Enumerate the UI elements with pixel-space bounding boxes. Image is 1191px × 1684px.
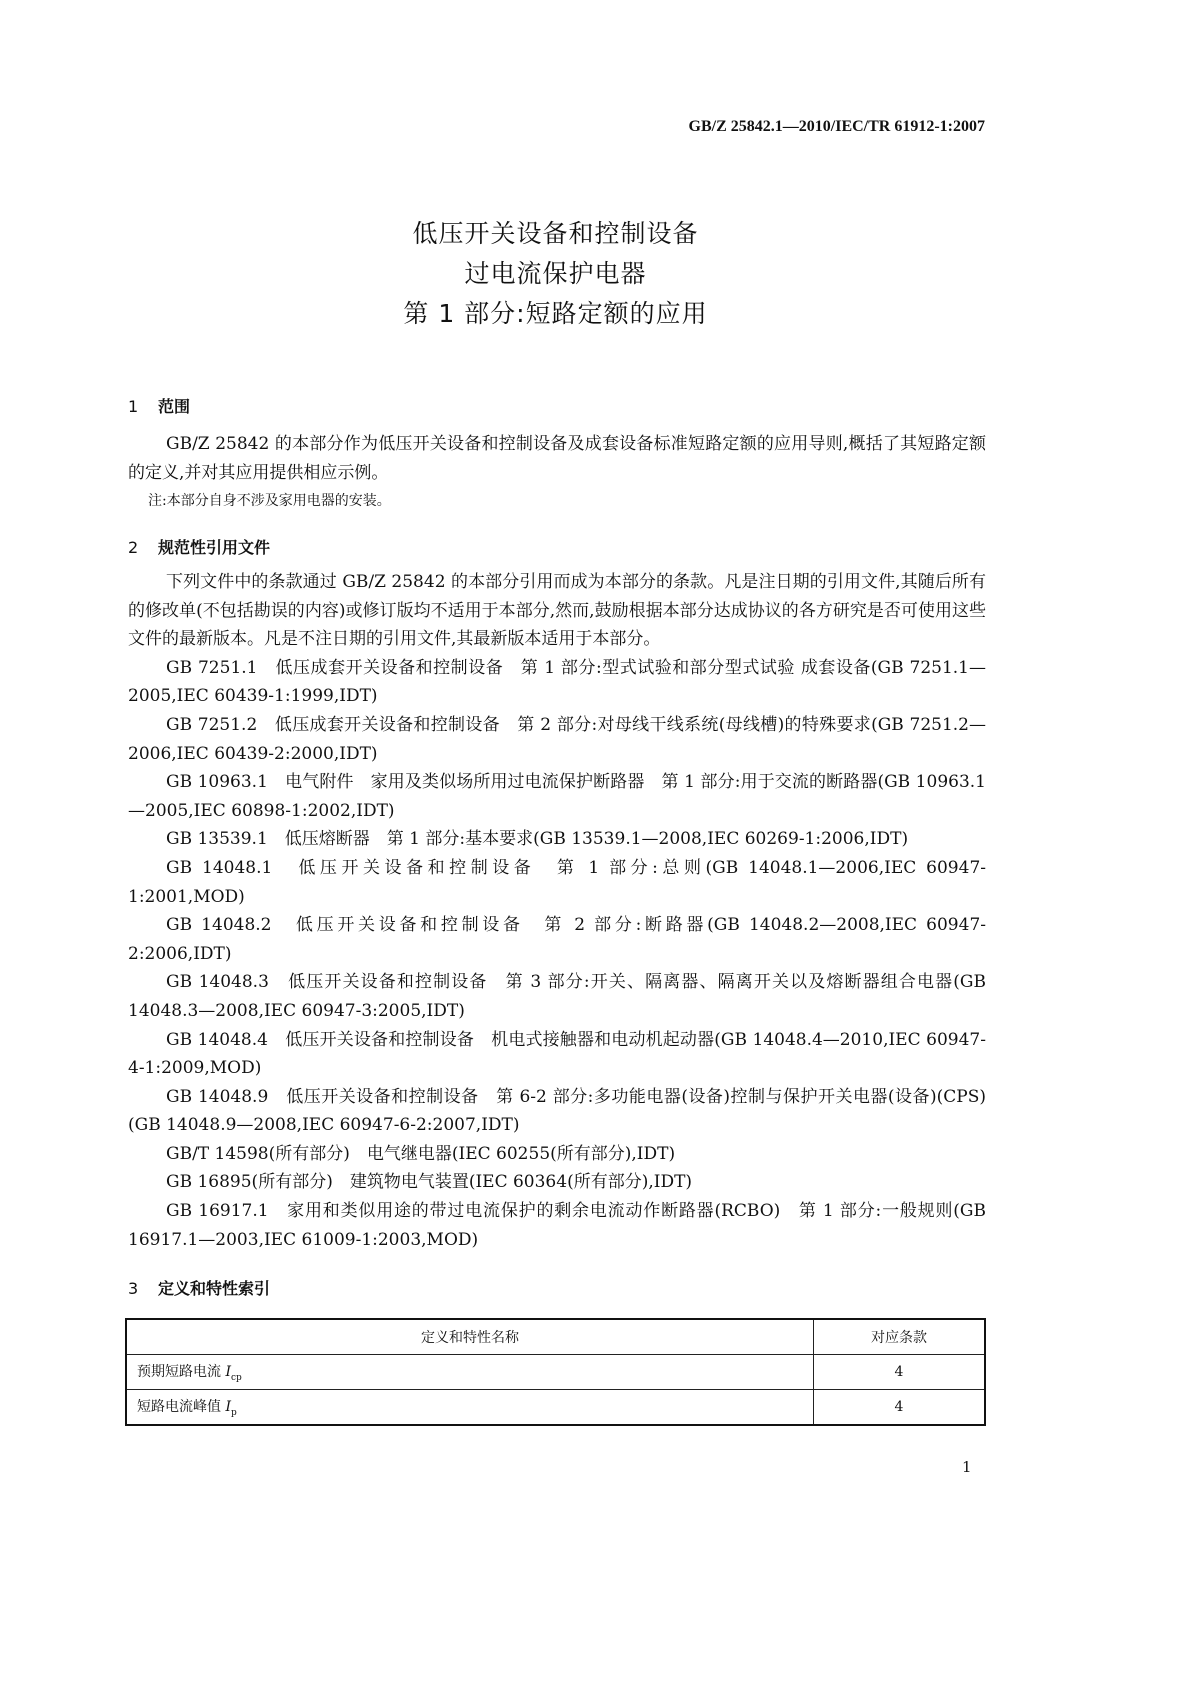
standard-number: GB/Z 25842.1—2010/IEC/TR 61912-1:2007: [688, 118, 985, 135]
cell-clause: 4: [814, 1390, 986, 1426]
table-row: [126, 1390, 985, 1426]
reference-item: GB 14048.1 低压开关设备和控制设备 第 1 部分:总则(GB 14048.1—2006,IEC 60947-1:2001,MOD): [128, 857, 986, 907]
reference-item: GB 7251.1 低压成套开关设备和控制设备 第 1 部分:型式试验和部分型式试验 成套设备(GB 7251.1—2005,IEC 60439-1:1999,IDT): [128, 657, 986, 707]
reference-item: GB 14048.3 低压开关设备和控制设备 第 3 部分:开关、隔离器、隔离开关以及熔断器组合电器(GB 14048.3—2008,IEC 60947-3:2005,IDT): [128, 972, 986, 1021]
reference-item: GB 7251.2 低压成套开关设备和控制设备 第 2 部分:对母线干线系统(母线槽)的特殊要求(GB 7251.2—2006,IEC 60439-2:2000,IDT): [128, 714, 986, 764]
definitions-table: [125, 1318, 986, 1426]
section-heading-1: 1 范围: [128, 397, 191, 416]
paragraph: 下列文件中的条款通过 GB/Z 25842 的本部分引用而成为本部分的条款。凡是注日期的引用文件,其随后所有的修改单(不包括勘误的内容)或修订版均不适用于本部分,然而,鼓励根据本部分达成协议的各方研究是否可使用这些文件的最新版本。凡是不注日期的引用文件,其最新版本适用于本部分。: [128, 572, 986, 650]
reference-item: GB 13539.1 低压熔断器 第 1 部分:基本要求(GB 13539.1—2008,IEC 60269-1:2006,IDT): [166, 829, 909, 850]
cell-name: 预期短路电流 $I_{cp}$: [126, 1355, 814, 1390]
table-row: [126, 1355, 985, 1390]
section-2-body: [128, 568, 986, 1254]
reference-item: GB 14048.2 低压开关设备和控制设备 第 2 部分:断路器(GB 14048.2—2008,IEC 60947-2:2006,IDT): [128, 915, 986, 964]
reference-item: GB 14048.4 低压开关设备和控制设备 机电式接触器和电动机起动器(GB 14048.4—2010,IEC 60947-4-1:2009,MOD): [128, 1029, 986, 1079]
page-number: 1: [962, 1458, 972, 1476]
column-header: 定义和特性名称: [126, 1319, 814, 1355]
paragraph: GB/Z 25842 的本部分作为低压开关设备和控制设备及成套设备标准短路定额的应用导则,概括了其短路定额的定义,并对其应用提供相应示例。: [128, 434, 986, 483]
table-header-row: [126, 1319, 985, 1355]
section-heading-2: 2 规范性引用文件: [128, 538, 271, 557]
note: 注:本部分自身不涉及家用电器的安装。: [148, 493, 391, 510]
title-line-3: 第 1 部分:短路定额的应用: [403, 299, 708, 328]
reference-item: GB 16895(所有部分) 建筑物电气装置(IEC 60364(所有部分),IDT): [166, 1172, 693, 1193]
section-heading-3: 3 定义和特性索引: [128, 1279, 271, 1298]
title-line-2: 过电流保护电器: [464, 259, 647, 288]
title-line-1: 低压开关设备和控制设备: [412, 219, 699, 248]
cell-clause: 4: [814, 1355, 986, 1390]
reference-item: GB 16917.1 家用和类似用途的带过电流保护的剩余电流动作断路器(RCBO) 第 1 部分:一般规则(GB 16917.1—2003,IEC 61009-1:2003,MOD): [128, 1201, 986, 1250]
reference-item: GB 14048.9 低压开关设备和控制设备 第 6-2 部分:多功能电器(设备)控制与保护开关电器(设备)(CPS)(GB 14048.9—2008,IEC 60947-6-2:2007,IDT): [128, 1086, 986, 1136]
cell-name: 短路电流峰值 $I_p$: [126, 1390, 814, 1426]
section-1-body: [128, 430, 986, 516]
reference-item: GB 10963.1 电气附件 家用及类似场所用过电流保护断路器 第 1 部分:用于交流的断路器(GB 10963.1—2005,IEC 60898-1:2002,IDT): [128, 772, 986, 821]
column-header: 对应条款: [814, 1319, 986, 1355]
reference-item: GB/T 14598(所有部分) 电气继电器(IEC 60255(所有部分),IDT): [166, 1143, 676, 1164]
